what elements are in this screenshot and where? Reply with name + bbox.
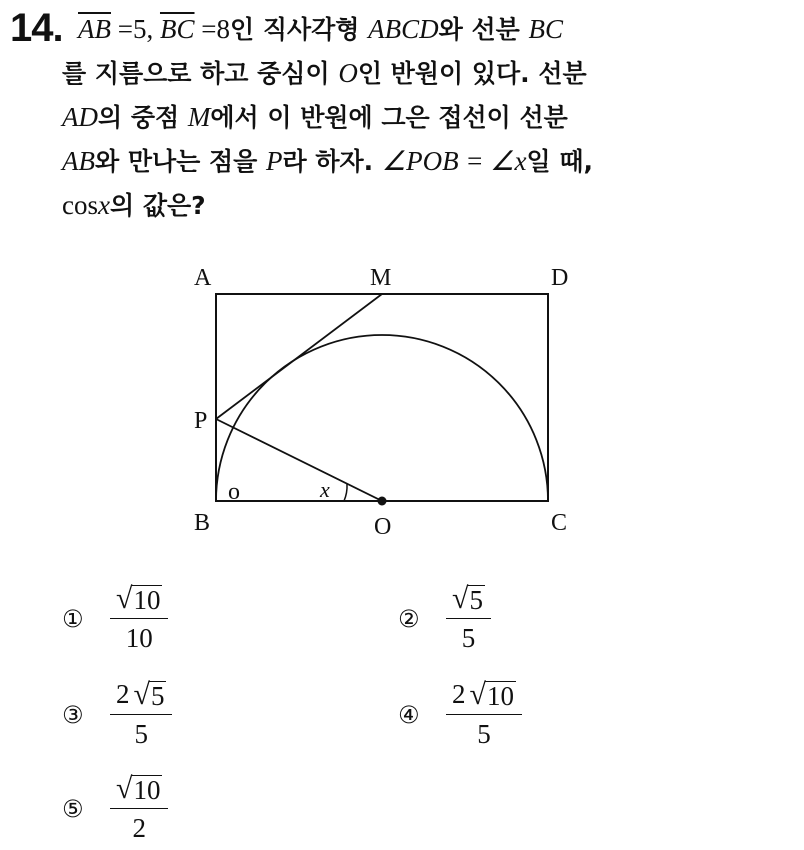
label-m: M	[370, 265, 392, 291]
center-name: O	[338, 58, 358, 88]
choice-fraction	[446, 584, 491, 654]
radicand: 10	[133, 774, 161, 805]
question-line-2	[62, 60, 587, 87]
question-line-1	[78, 16, 563, 43]
question-text: 인 직사각형	[229, 15, 369, 44]
sqrt	[116, 774, 162, 804]
question-line-5	[62, 192, 206, 219]
label-p: P	[194, 408, 208, 434]
tangent-line-mp	[216, 294, 382, 419]
question-line-4	[62, 148, 593, 175]
segment-name: AD	[62, 102, 98, 132]
radical-sign-icon: √	[133, 678, 150, 711]
choice-5[interactable]	[62, 774, 168, 844]
denominator: 5	[461, 623, 476, 653]
question-text: 라 하자.	[282, 147, 382, 176]
angle-label-x: x	[320, 477, 330, 502]
segment-bc: $\overline{BC}$	[159, 14, 195, 44]
choice-4[interactable]	[398, 679, 522, 750]
sqrt	[134, 680, 167, 710]
segment-name: BC	[528, 14, 564, 44]
geometry-figure	[160, 258, 600, 543]
point-name: P	[266, 146, 283, 176]
rectangle-name: ABCD	[368, 14, 439, 44]
choice-fraction	[110, 584, 168, 654]
coefficient: 2	[116, 679, 130, 709]
ab-value: =5,	[111, 14, 160, 44]
question-text: 에서 이 반원에 그은 접선이 선분	[210, 103, 568, 132]
midpoint-name: M	[187, 102, 211, 132]
sqrt	[470, 680, 516, 710]
question-text: 인 반원이 있다. 선분	[357, 59, 587, 88]
radicand: 5	[150, 680, 165, 711]
choice-fraction	[110, 774, 168, 844]
denominator: 10	[125, 623, 153, 653]
right-angle-mark: o	[228, 479, 240, 505]
question-number: 14.	[10, 6, 63, 50]
choice-fraction	[446, 679, 522, 750]
bc-value: =8	[194, 14, 230, 44]
question-text: 를 지름으로 하고 중심이	[62, 59, 339, 88]
cos-function: cos	[62, 190, 98, 220]
question-text: 와 만나는 점을	[95, 147, 267, 176]
label-o: O	[374, 514, 392, 540]
radicand: 10	[486, 680, 514, 711]
sqrt	[452, 584, 485, 614]
label-a: A	[194, 265, 212, 291]
question-text: 의 값은?	[109, 191, 206, 220]
choice-fraction	[110, 679, 172, 750]
question-text: 일 때,	[526, 147, 593, 176]
choice-number: ⑤	[62, 795, 84, 823]
choice-2[interactable]	[398, 584, 491, 654]
denominator: 2	[132, 813, 146, 843]
denominator: 5	[134, 719, 148, 749]
choice-3[interactable]	[62, 679, 172, 750]
choice-number: ④	[398, 700, 420, 729]
radical-sign-icon: √	[116, 772, 133, 805]
coefficient: 2	[452, 679, 466, 709]
choice-number: ①	[62, 605, 84, 633]
radicand: 5	[469, 584, 483, 615]
segment-po	[216, 419, 382, 501]
segment-ab: $\overline{AB}$	[78, 14, 111, 44]
choice-number: ②	[398, 605, 420, 633]
question-text: 와 선분	[438, 15, 529, 44]
denominator: 5	[477, 719, 491, 749]
choice-number: ③	[62, 700, 84, 729]
radicand: 10	[133, 584, 161, 615]
radical-sign-icon: √	[469, 678, 486, 711]
radical-sign-icon: √	[116, 582, 133, 615]
variable-x: x	[98, 190, 110, 220]
question-line-3	[62, 104, 568, 131]
label-d: D	[551, 265, 569, 291]
angle-condition: ∠POB = ∠x	[381, 146, 527, 176]
label-b: B	[194, 510, 211, 536]
choice-1[interactable]	[62, 584, 168, 654]
angle-arc	[344, 484, 347, 501]
rectangle-abcd	[216, 294, 548, 501]
radical-sign-icon: √	[452, 582, 469, 615]
sqrt	[116, 584, 162, 614]
center-point-o	[378, 497, 387, 506]
label-c: C	[551, 510, 568, 536]
question-text: 의 중점	[98, 103, 188, 132]
segment-name: AB	[62, 146, 95, 176]
semicircle	[216, 335, 548, 501]
